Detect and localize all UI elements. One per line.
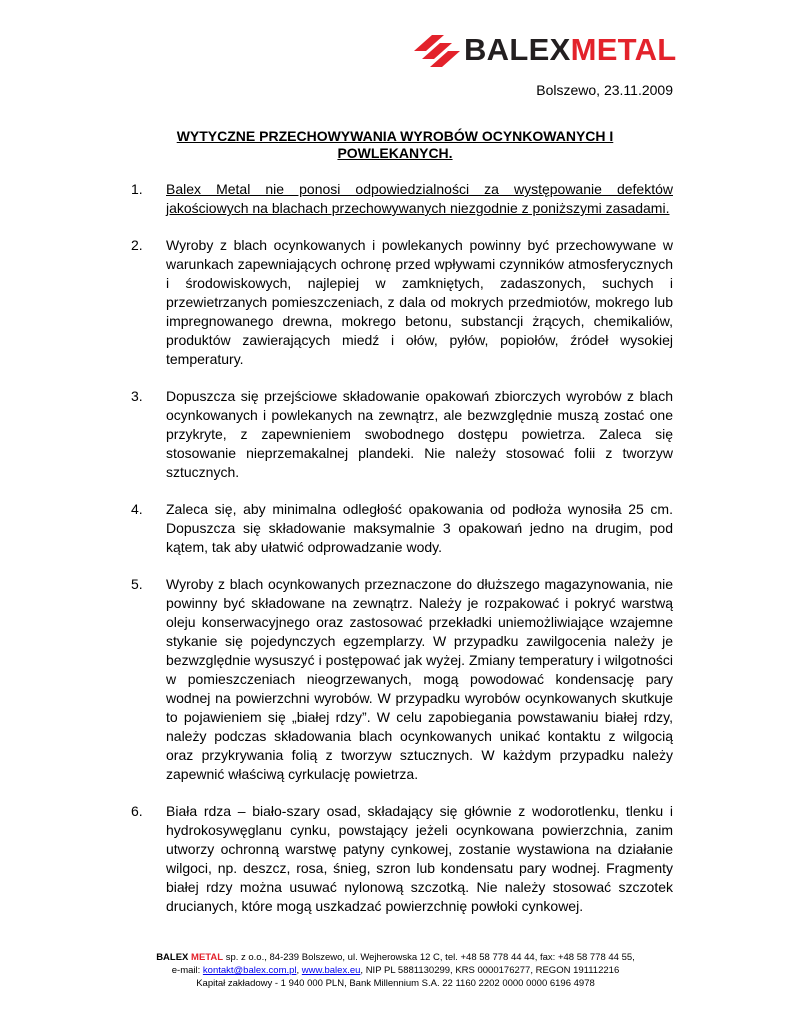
item-number: 4.: [131, 501, 143, 517]
guidelines-list: [131, 180, 673, 934]
title-line-2: POWLEKANYCH.: [337, 145, 453, 161]
item-text: Wyroby z blach ocynkowanych przeznaczone do dłuższego magazynowania, nie powinny być składowane na zewnątrz. Należy je rozpakować i pokryć warstwą oleju konserwacyjnego oraz zastosować przekładki uniemożliwiające wzajemne stykanie się pojedynczych egzemplarzy. W przypadku zawilgocenia należy je bezwzględnie wysuszyć i postępować jak wyżej. Zmiany temperatury i wilgotności w pomieszczeniach nieogrzewanych, mogą powodować kondensację pary wodnej na powierzchni wyrobów. W przypadku wyrobów ocynkowanych skutkuje to pojawieniem się „białej rdzy”. W celu zapobiegania powstawaniu białej rdzy, należy podczas składowania blach ocynkowanych unikać kontaktu z wilgocią oraz przykrywania folią z tworzyw sztucznych. W każdym przypadku należy zapewnić właściwą cyrkulację powietrza.: [166, 576, 673, 782]
item-number: 3.: [131, 388, 143, 404]
footer-email-label: e-mail:: [171, 965, 201, 976]
footer-line-3: Kapitał zakładowy - 1 940 000 PLN, Bank Millennium S.A. 22 1160 2202 0000 0000 6196 4978: [196, 978, 595, 989]
list-item: [131, 802, 673, 916]
footer-company-metal: METAL: [191, 952, 224, 963]
document-title: [165, 128, 625, 162]
item-number: 1.: [131, 181, 143, 197]
item-text: Zaleca się, aby minimalna odległość opakowania od podłoża wynosiła 25 cm. Dopuszcza się składowanie maksymalnie 3 opakowań jedno na drugim, pod kątem, tak aby ułatwić odprowadzanie wody.: [166, 501, 673, 555]
item-number: 5.: [131, 576, 143, 592]
item-number: 6.: [131, 803, 143, 819]
footer-address: sp. z o.o., 84-239 Bolszewo, ul. Wejherowska 12 C, tel. +48 58 778 44 44, fax: +48 58 778 44 55,: [225, 952, 635, 963]
footer-registration: , NIP PL 5881130299, KRS 0000176277, REGON 191112216: [360, 965, 620, 976]
email-link[interactable]: kontakt@balex.com.pl: [202, 965, 297, 976]
logo-word-metal: METAL: [570, 32, 677, 67]
item-text: Balex Metal nie ponosi odpowiedzialności za występowanie defektów jakościowych na blachach przechowywanych niezgodnie z poniższymi zasadami.: [166, 181, 673, 216]
title-line-1: WYTYCZNE PRZECHOWYWANIA WYROBÓW OCYNKOWANYCH I: [176, 128, 614, 144]
logo-stripes-icon: [414, 31, 462, 69]
footer-separator: ,: [296, 965, 300, 976]
page-footer: [0, 951, 791, 990]
item-text: Wyroby z blach ocynkowanych i powlekanych powinny być przechowywane w warunkach zapewniających ochronę przed wpływami czynników atmosferycznych i środowiskowych, najlepiej w zamkniętych, zadaszonych, suchych i przewietrzanych pomieszczeniach, z dala od mokrych przedmiotów, mokrego lub impregnowanego drewna, mokrego betonu, substancji żrących, chemikaliów, produktów zawierających miedź i ołów, pyłów, popiołów, źródeł wysokiej temperatury.: [166, 237, 673, 367]
item-number: 2.: [131, 237, 143, 253]
footer-line-2: [0, 964, 791, 977]
item-text: Dopuszcza się przejściowe składowanie opakowań zbiorczych wyrobów z blach ocynkowanych i powlekanych na zewnątrz, ale bezwzględnie muszą zostać one przykryte, z zapewnieniem swobodnego dostępu powietrza. Zaleca się stosowanie nieprzemakalnej plandeki. Nie należy stosować folii z tworzyw sztucznych.: [166, 388, 673, 480]
footer-line-1: [0, 951, 791, 964]
website-link[interactable]: www.balex.eu: [301, 965, 361, 976]
company-logo: [414, 31, 677, 71]
logo-text: [464, 33, 677, 67]
list-item: [131, 575, 673, 784]
list-item: [131, 236, 673, 369]
list-item: [131, 500, 673, 557]
item-text: Biała rdza – biało-szary osad, składający się głównie z wodorotlenku, tlenku i hydrokosywęglanu cynku, powstający jeżeli ocynkowana powierzchnia, zanim utworzy ochronną warstwę patyny cynkowej, zostanie wystawiona na działanie wilgoci, np. deszcz, rosa, śnieg, szron lub kondensatu pary wodnej. Fragmenty białej rdzy można usuwać nylonową szczotką. Nie należy stosować szczotek drucianych, które mogą uszkadzać powierzchnię powłoki cynkowej.: [166, 803, 673, 914]
footer-company-balex: BALEX: [156, 952, 189, 963]
logo-word-balex: BALEX: [464, 32, 571, 67]
list-item: [131, 387, 673, 482]
document-date: Bolszewo, 23.11.2009: [536, 82, 673, 98]
list-item: [131, 180, 673, 218]
